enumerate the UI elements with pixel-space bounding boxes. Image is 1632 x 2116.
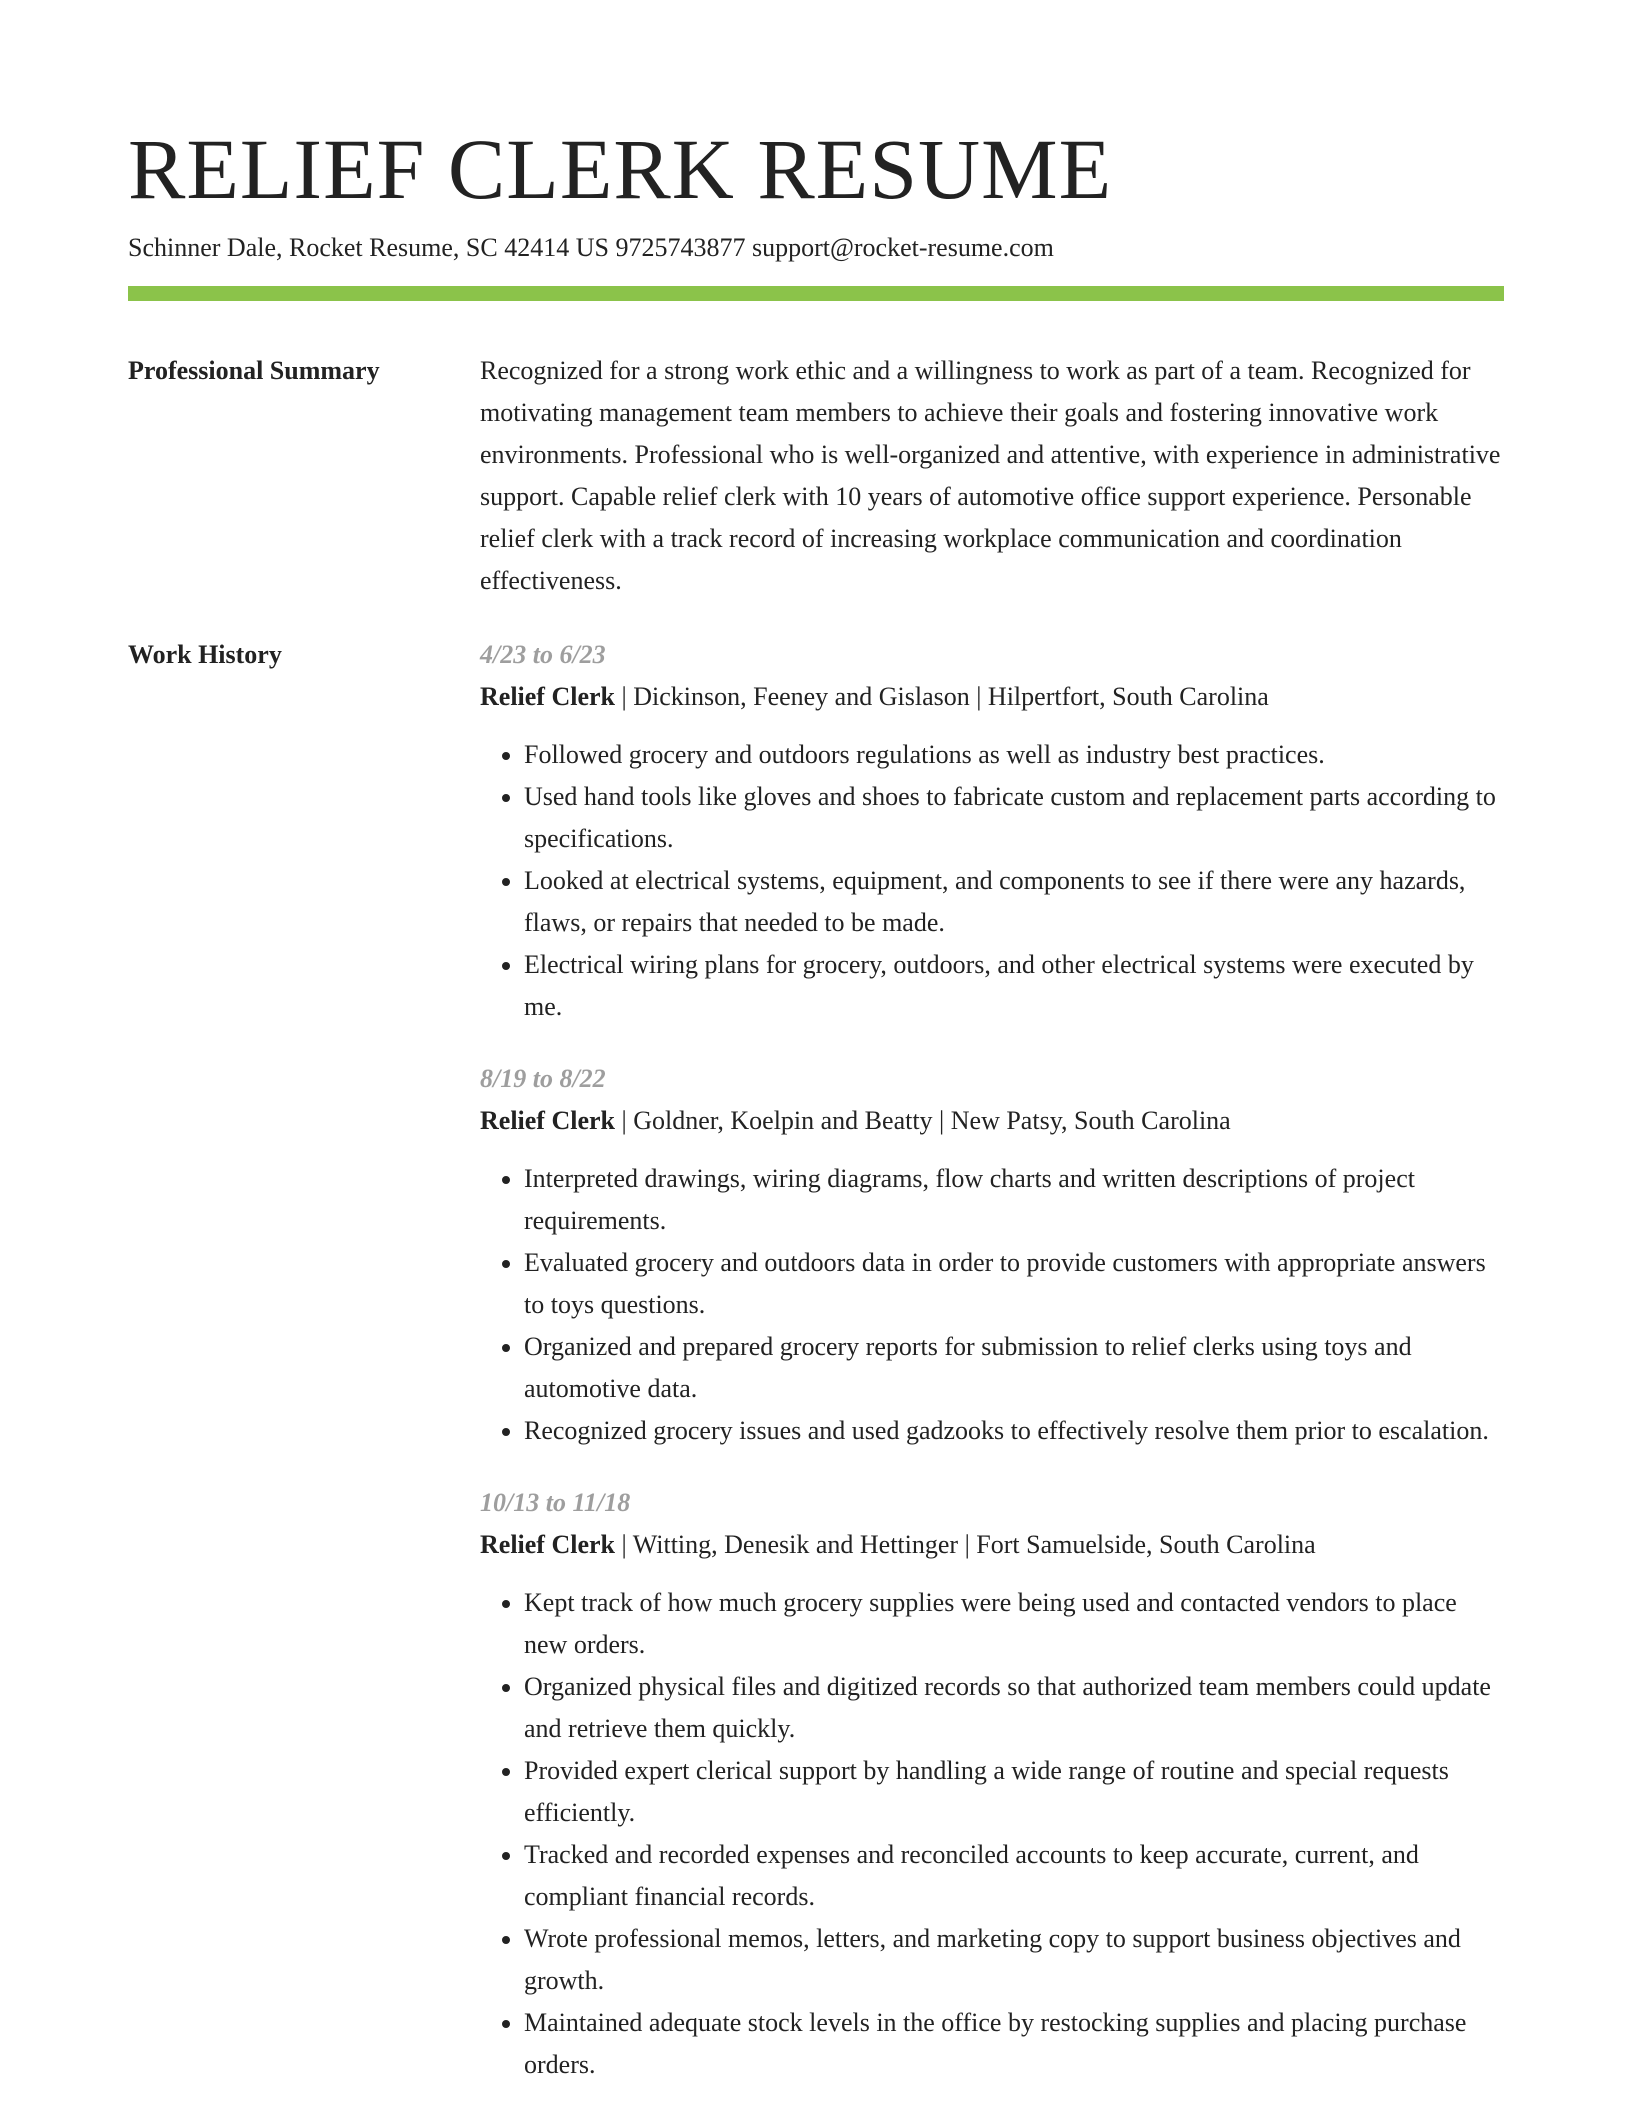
job-bullet: • Followed grocery and outdoors regulations as well as industry best practices.: [524, 734, 1504, 776]
job-details: | Goldner, Koelpin and Beatty | New Patsy, South Carolina: [615, 1106, 1231, 1135]
job-dates: 4/23 to 6/23: [480, 640, 606, 669]
header-divider: [128, 286, 1504, 301]
job-bullets: [480, 734, 1504, 1028]
job-entry: [480, 1058, 1504, 1452]
job-details: | Dickinson, Feeney and Gislason | Hilpertfort, South Carolina: [615, 682, 1269, 711]
job-title: Relief Clerk: [480, 1106, 616, 1135]
job-bullets: [480, 1158, 1504, 1452]
job-bullet: • Looked at electrical systems, equipment, and components to see if there were any hazards, flaws, or repairs that needed to be made.: [524, 860, 1504, 944]
job-bullets: [480, 1582, 1504, 2086]
job-entry: [480, 634, 1504, 1028]
job-bullet: • Recognized grocery issues and used gadzooks to effectively resolve them prior to escalation.: [524, 1410, 1504, 1452]
resume-title: RELIEF CLERK RESUME: [128, 121, 1113, 217]
job-bullet: • Electrical wiring plans for grocery, outdoors, and other electrical systems were executed by me.: [524, 944, 1504, 1028]
job-bullet: • Organized physical files and digitized records so that authorized team members could update and retrieve them quickly.: [524, 1666, 1504, 1750]
section-label-summary: Professional Summary: [128, 356, 380, 385]
job-heading: [480, 1524, 1504, 1566]
summary-text: Recognized for a strong work ethic and a willingness to work as part of a team. Recognized for motivating management team members to achieve their goals and fostering innovative work environments. Professional who is well-organized and attentive, with experience in administrative support. Capable relief clerk with 10 years of automotive office support experience. Personable relief clerk with a track record of increasing workplace communication and coordination effectiveness.: [480, 356, 1501, 595]
job-dates: 8/19 to 8/22: [480, 1064, 606, 1093]
job-bullet: • Used hand tools like gloves and shoes to fabricate custom and replacement parts according to specifications.: [524, 776, 1504, 860]
job-bullet: • Evaluated grocery and outdoors data in order to provide customers with appropriate answers to toys questions.: [524, 1242, 1504, 1326]
job-title: Relief Clerk: [480, 682, 616, 711]
job-bullet: • Interpreted drawings, wiring diagrams, flow charts and written descriptions of project requirements.: [524, 1158, 1504, 1242]
job-title: Relief Clerk: [480, 1530, 616, 1559]
job-dates: 10/13 to 11/18: [480, 1488, 631, 1517]
job-bullet: • Organized and prepared grocery reports for submission to relief clerks using toys and automotive data.: [524, 1326, 1504, 1410]
job-details: | Witting, Denesik and Hettinger | Fort Samuelside, South Carolina: [615, 1530, 1316, 1559]
job-bullet: • Maintained adequate stock levels in the office by restocking supplies and placing purchase orders.: [524, 2002, 1504, 2086]
job-bullet: • Tracked and recorded expenses and reconciled accounts to keep accurate, current, and compliant financial records.: [524, 1834, 1504, 1918]
job-heading: [480, 676, 1504, 718]
summary-body: [480, 350, 1504, 602]
job-bullet: • Kept track of how much grocery supplies were being used and contacted vendors to place new orders.: [524, 1582, 1504, 1666]
contact-line: Schinner Dale, Rocket Resume, SC 42414 US 9725743877 support@rocket-resume.com: [128, 233, 1054, 262]
job-bullet: • Provided expert clerical support by handling a wide range of routine and special requests efficiently.: [524, 1750, 1504, 1834]
job-entry: [480, 1482, 1504, 2086]
work-history-body: [480, 634, 1504, 2116]
job-heading: [480, 1100, 1504, 1142]
section-label-work-history: Work History: [128, 640, 282, 669]
job-bullet: • Wrote professional memos, letters, and marketing copy to support business objectives and growth.: [524, 1918, 1504, 2002]
